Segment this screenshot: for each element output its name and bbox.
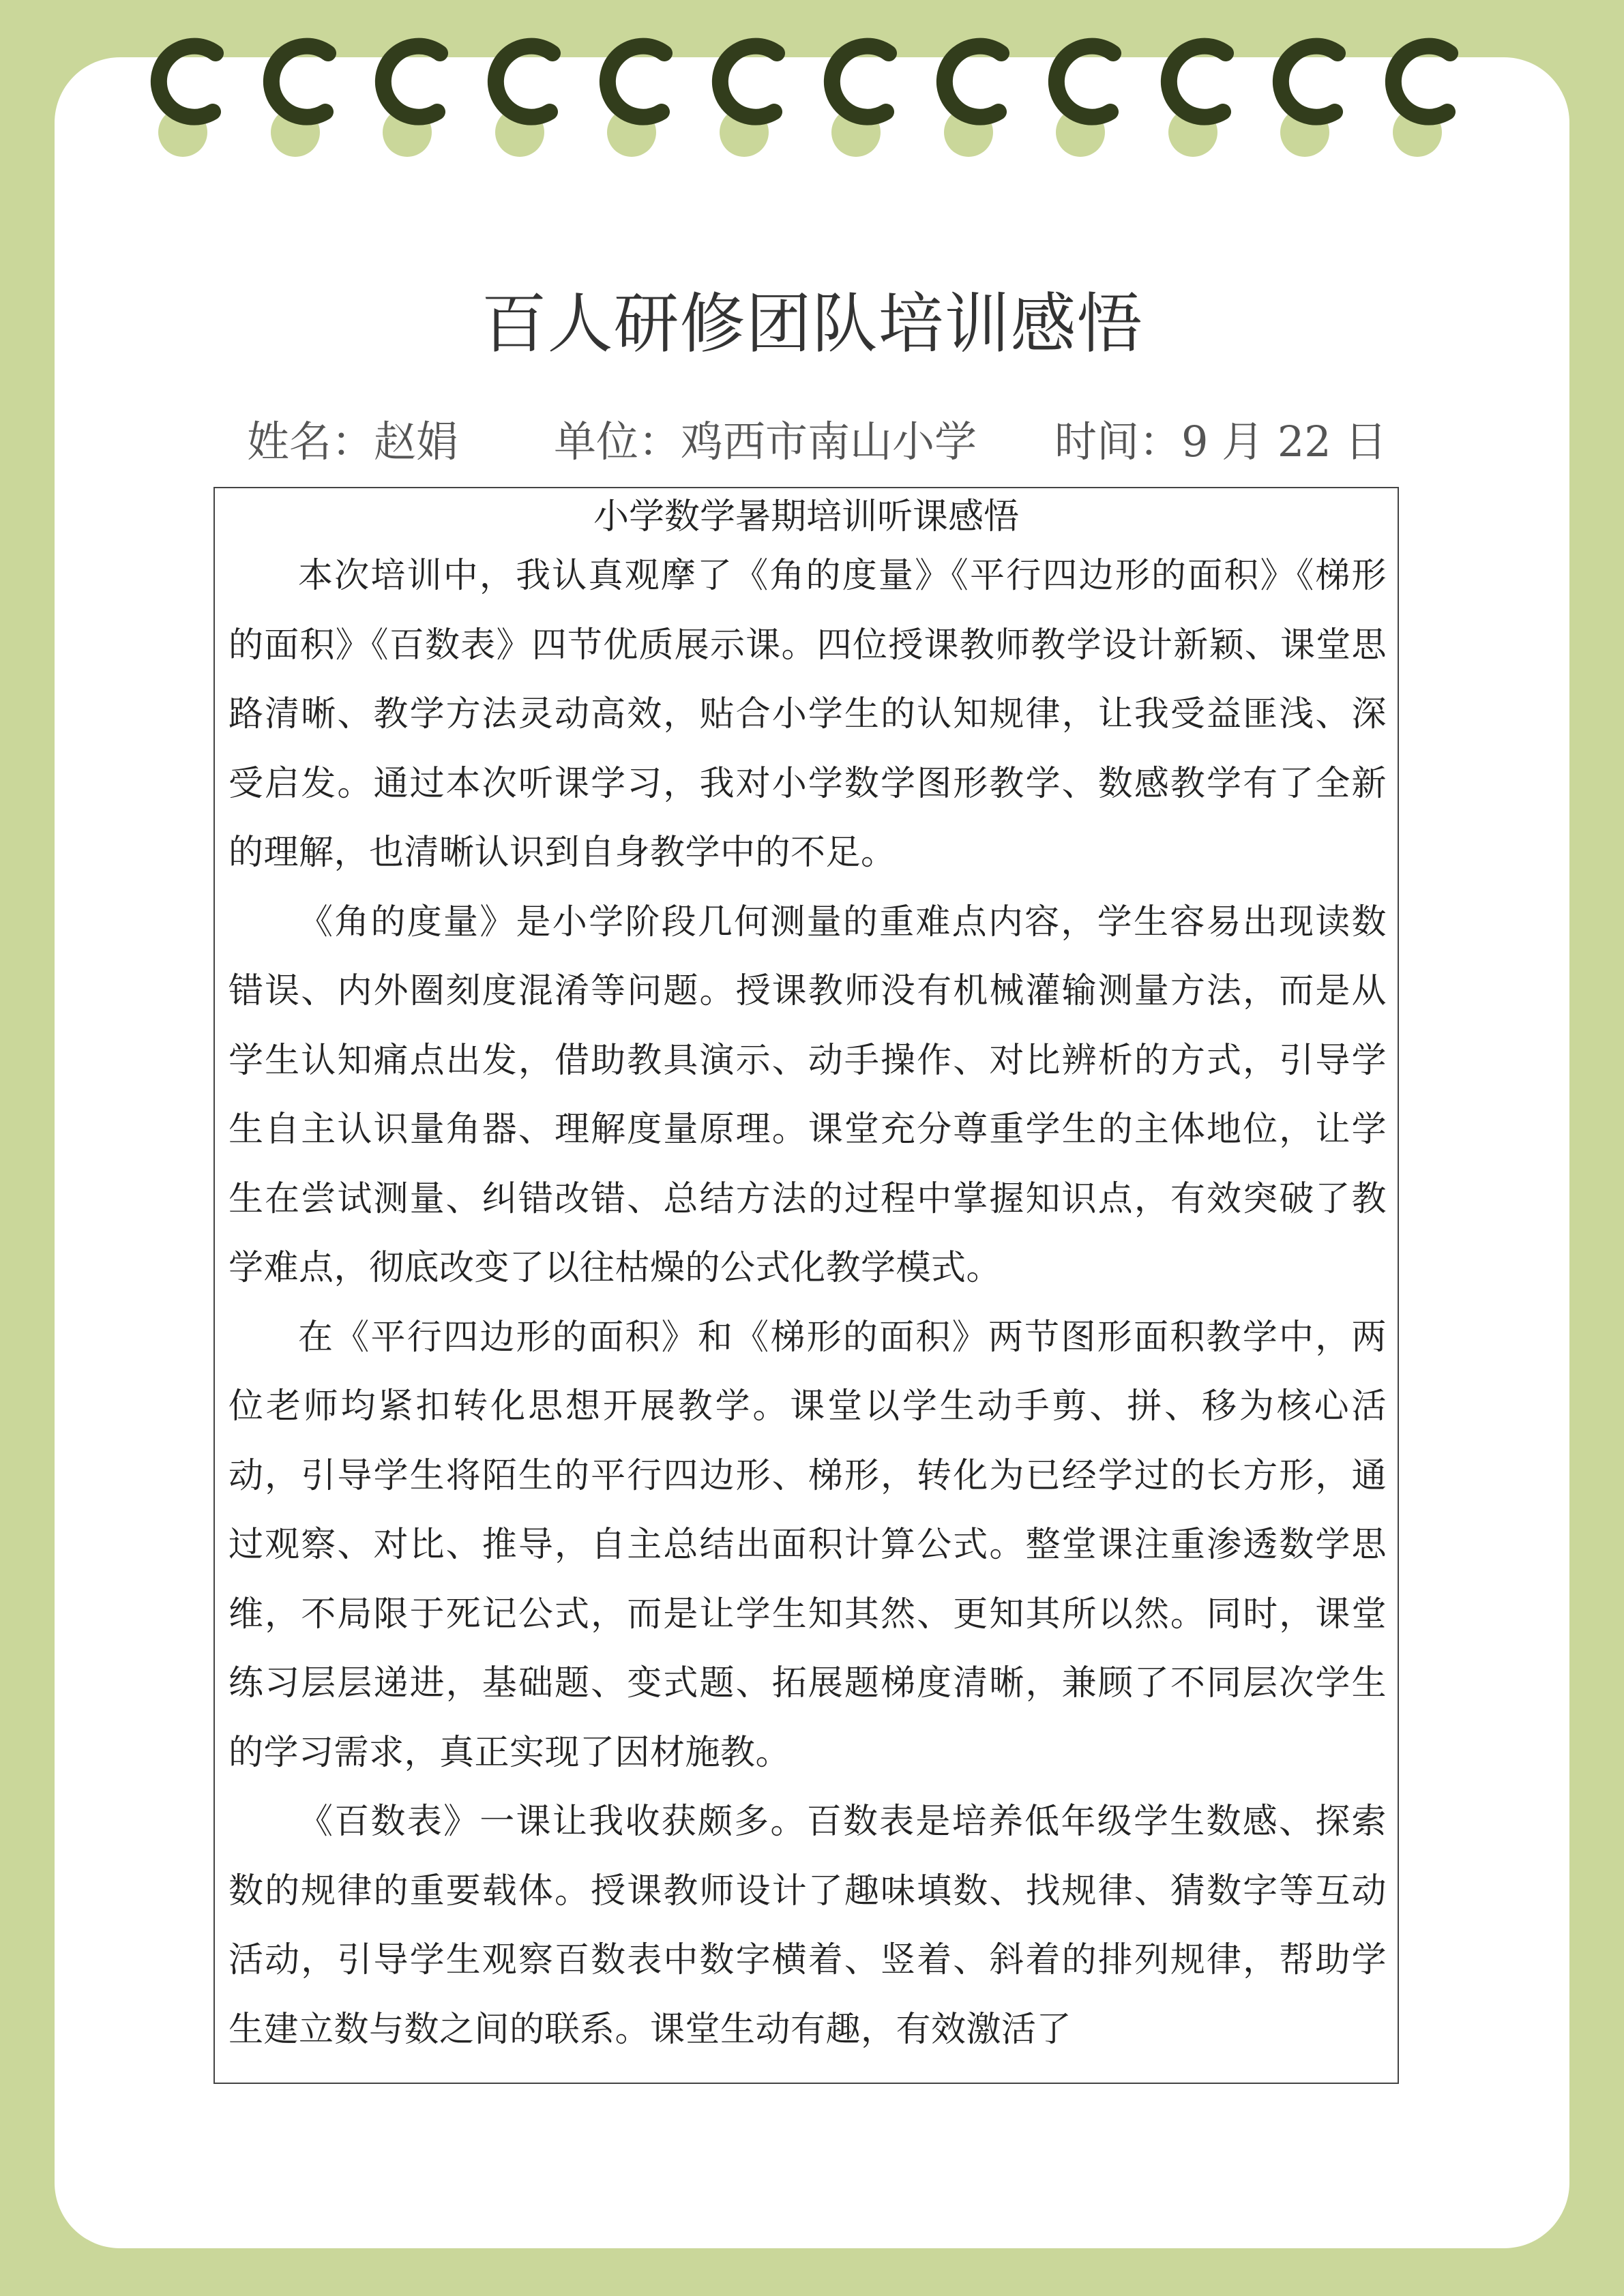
document-date: 时间：9 月 22 日 [1054,417,1387,466]
binding-ring-arc [1393,46,1449,117]
binding-ring [254,26,336,162]
essay-box [213,487,1399,2084]
binding-ring [142,26,224,162]
binding-ring [928,26,1009,162]
binding-ring [479,26,561,162]
binding-ring [1264,26,1346,162]
binding-ring [1152,26,1234,162]
binding-ring-arc [608,46,664,117]
binding-ring [815,26,897,162]
document-title: 百人研修团队培训感悟 [481,286,1143,362]
binding-ring-arc [1281,46,1338,117]
binding-ring-arc [1168,46,1225,117]
binding-ring [366,26,448,162]
binding-ring [1039,26,1121,162]
essay-paragraph-4: 《百数表》一课让我收获颇多。百数表是培养低年级学生数感、探索数的规律的重要载体。授课教师设计了趣味填数、找规律、猜数字等互动活动，引导学生观察百数表中数字横着、竖着、斜着的排列规律，帮助学生建立数与数之间的联系。课堂生动有趣，有效激活了 [228,1802,1387,2050]
essay-paragraph-1: 本次培训中，我认真观摩了《角的度量》《平行四边形的面积》《梯形的面积》《百数表》四节优质展示课。四位授课教师教学设计新颖、课堂思路清晰、教学方法灵动高效，贴合小学生的认知规律，让我受益匪浅、深受启发。通过本次听课学习，我对小学数学图形教学、数感教学有了全新的理解，也清晰认识到自身教学中的不足。 [228,556,1387,873]
binding-ring-arc [944,46,1001,117]
binding-ring-arc [271,46,327,117]
binding-ring-arc [720,46,776,117]
essay-heading: 小学数学暑期培训听课感悟 [593,496,1019,537]
binding-ring [703,26,785,162]
binding-ring-arc [1057,46,1113,117]
binding-ring-arc [159,46,216,117]
essay-paragraph-2: 《角的度量》是小学阶段几何测量的重难点内容，学生容易出现读数错误、内外圈刻度混淆等问题。授课教师没有机械灌输测量方法，而是从学生认知痛点出发，借助教具演示、动手操作、对比辨析的方式，引导学生自主认识量角器、理解度量原理。课堂充分尊重学生的主体地位，让学生在尝试测量、纠错改错、总结方法的过程中掌握知识点，有效突破了教学难点，彻底改变了以往枯燥的公式化教学模式。 [228,901,1387,1288]
binding-ring-arc [383,46,440,117]
essay-paragraph-3: 在《平行四边形的面积》和《梯形的面积》两节图形面积教学中，两位老师均紧扣转化思想开展教学。课堂以学生动手剪、拼、移为核心活动，引导学生将陌生的平行四边形、梯形，转化为已经学过的长方形，通过观察、对比、推导，自主总结出面积计算公式。整堂课注重渗透数学思维，不局限于死记公式，而是让学生知其然、更知其所以然。同时，课堂练习层层递进，基础题、变式题、拓展题梯度清晰，兼顾了不同层次学生的学习需求，真正实现了因材施教。 [228,1317,1387,1773]
binding-ring-arc [832,46,889,117]
binding-ring [591,26,673,162]
binding-ring-arc [495,46,552,117]
author-unit: 单位：鸡西市南山小学 [554,417,977,466]
author-name: 姓名：赵娟 [247,417,459,466]
binding-ring [1376,26,1458,162]
